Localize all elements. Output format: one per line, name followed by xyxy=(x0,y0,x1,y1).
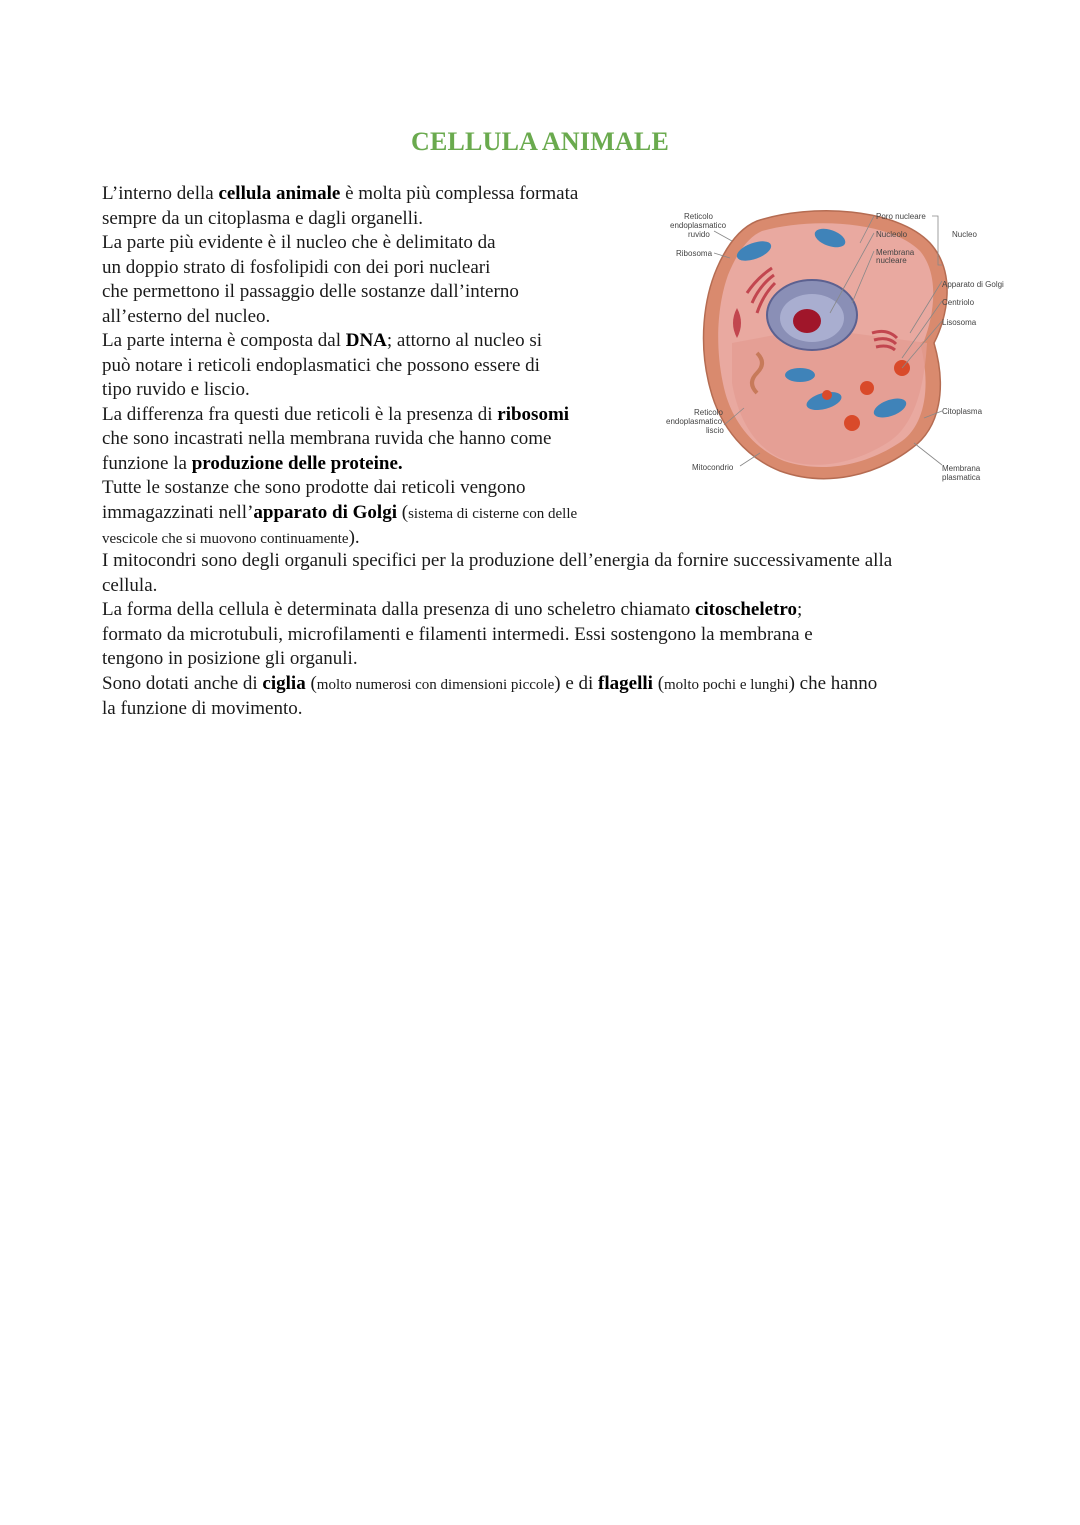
label-nucleolo: Nucleolo xyxy=(876,230,908,239)
label-ser-1: Reticolo xyxy=(694,408,723,417)
text-segment: sistema di cisterne con delle xyxy=(408,505,578,522)
label-membrana-nucleare-2: nucleare xyxy=(876,256,907,265)
label-poro-nucleare: Poro nucleare xyxy=(876,212,926,221)
text-segment: ) e di xyxy=(554,672,599,694)
text-line xyxy=(102,647,1002,672)
text-segment: ). xyxy=(348,527,360,548)
bold-term: DNA xyxy=(345,330,387,351)
label-membrana-plasmatica-1: Membrana xyxy=(942,464,981,473)
text-segment: che permettono il passaggio delle sostanze dall’interno xyxy=(102,281,519,302)
label-apparato-golgi: Apparato di Golgi xyxy=(942,280,1004,289)
label-centriolo: Centriolo xyxy=(942,298,975,307)
lysosome xyxy=(844,415,860,431)
text-segment: che sono incastrati nella membrana ruvida che hanno come xyxy=(102,428,552,449)
text-line xyxy=(102,549,1002,574)
page-title: CELLULA ANIMALE xyxy=(411,127,669,156)
text-segment: cellula. xyxy=(102,574,158,596)
text-line xyxy=(102,182,642,207)
text-segment: vescicole che si muovono continuamente xyxy=(102,531,349,547)
label-nucleo: Nucleo xyxy=(952,230,977,239)
body-paragraph xyxy=(102,549,1002,722)
text-line xyxy=(102,598,1002,623)
text-segment: ( xyxy=(396,501,409,523)
bold-term: produzione delle proteine. xyxy=(191,452,403,474)
text-segment: tengono in posizione gli organuli. xyxy=(102,648,358,669)
lysosome xyxy=(822,390,832,400)
label-rer-2: endoplasmatico xyxy=(670,221,727,230)
text-segment: molto pochi e lunghi xyxy=(664,676,789,693)
text-segment: immagazzinati nell’ xyxy=(102,501,254,523)
text-segment: Tutte le sostanze che sono prodotte dai reticoli vengono xyxy=(102,477,526,498)
text-line xyxy=(102,526,642,552)
text-segment: la funzione di movimento. xyxy=(102,698,303,719)
text-line xyxy=(102,354,642,379)
text-segment: ) che hanno xyxy=(788,672,878,694)
text-line xyxy=(102,403,642,428)
text-segment: La differenza fra questi due reticoli è la presenza di xyxy=(102,403,498,425)
mitochondrion xyxy=(785,368,815,382)
text-segment: funzione la xyxy=(102,452,192,474)
label-rer-1: Reticolo xyxy=(684,212,713,221)
label-mitocondrio: Mitocondrio xyxy=(692,463,734,472)
text-line xyxy=(102,501,642,527)
text-line xyxy=(102,452,642,477)
text-line xyxy=(102,378,642,403)
text-segment: L’interno della xyxy=(102,183,219,204)
label-citoplasma: Citoplasma xyxy=(942,407,983,416)
label-rer-3: ruvido xyxy=(688,230,710,239)
text-segment: all’esterno del nucleo. xyxy=(102,305,271,327)
label-ribosoma: Ribosoma xyxy=(676,249,713,258)
bold-term: ribosomi xyxy=(497,403,570,425)
text-segment: La forma della cellula è determinata dalla presenza di uno scheletro chiamato xyxy=(102,599,695,620)
nucleolus xyxy=(793,309,821,333)
label-lisosoma: Lisosoma xyxy=(942,318,977,327)
lysosome xyxy=(860,381,874,395)
text-segment: sempre da un citoplasma e dagli organelli. xyxy=(102,207,423,229)
text-segment: ; attorno al nucleo si xyxy=(386,330,543,351)
text-line xyxy=(102,672,1002,698)
text-line xyxy=(102,427,642,452)
label-ser-2: endoplasmatico xyxy=(666,417,723,426)
label-ser-3: liscio xyxy=(706,426,724,435)
text-line xyxy=(102,697,1002,722)
text-segment: formato da microtubuli, microfilamenti e filamenti intermedi. Essi sostengono la membrana e xyxy=(102,623,813,645)
label-membrana-plasmatica-2: plasmatica xyxy=(942,473,981,482)
animal-cell-diagram xyxy=(662,203,1012,493)
bold-term: flagelli xyxy=(598,672,653,694)
text-line xyxy=(102,623,1002,648)
text-segment: un doppio strato di fosfolipidi con dei pori nucleari xyxy=(102,256,491,278)
bold-term: ciglia xyxy=(262,672,306,694)
bold-term: cellula animale xyxy=(218,183,341,204)
label-membrana-nucleare-1: Membrana xyxy=(876,248,915,257)
text-segment: è molta più complessa formata xyxy=(340,183,579,204)
text-line xyxy=(102,305,642,330)
text-segment: ; xyxy=(796,599,803,620)
text-line xyxy=(102,231,642,256)
text-segment: tipo ruvido e liscio. xyxy=(102,379,250,400)
cell-illustration xyxy=(662,203,1012,493)
text-line xyxy=(102,476,642,501)
text-line xyxy=(102,329,642,354)
text-segment: La parte interna è composta dal xyxy=(102,330,346,351)
text-segment: ( xyxy=(652,672,665,694)
text-line xyxy=(102,256,642,281)
text-line xyxy=(102,280,642,305)
bold-term: citoscheletro xyxy=(694,599,797,620)
text-segment: Sono dotati anche di xyxy=(102,672,263,694)
text-segment: I mitocondri sono degli organuli specifici per la produzione dell’energia da fornire successivamente alla xyxy=(102,550,893,571)
bold-term: apparato di Golgi xyxy=(253,501,397,523)
text-segment: ( xyxy=(305,672,317,694)
text-line xyxy=(102,574,1002,599)
text-segment: molto numerosi con dimensioni piccole xyxy=(316,676,555,693)
text-segment: può notare i reticoli endoplasmatici che possono essere di xyxy=(102,354,540,376)
text-line xyxy=(102,207,642,232)
intro-paragraph xyxy=(102,182,642,552)
text-segment: La parte più evidente è il nucleo che è delimitato da xyxy=(102,232,496,253)
